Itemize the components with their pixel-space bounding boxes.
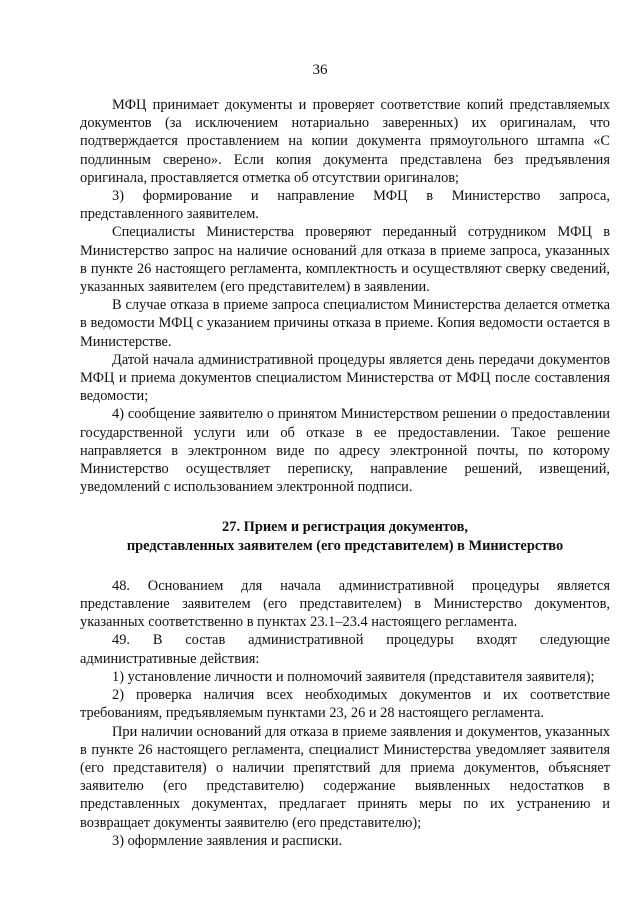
document-body: [80, 96, 610, 850]
paragraph: 4) сообщение заявителю о принятом Министерством решении о предоставлении государственной услуги или об отказе в ее предоставлении. Такое решение направляется в электронном виде по адресу электронной почты, по которому Министерство осуществляет переписку, направление решений, извещений, уведомлений с использованием электронной подписи.: [80, 406, 610, 496]
paragraph: Специалисты Министерства проверяют переданный сотрудником МФЦ в Министерство запрос на наличие оснований для отказа в приеме запроса, указанных в пункте 26 настоящего регламента, комплектность и осуществляют сверку сведений, указанных заявителем (его представителем) в заявлении.: [80, 224, 610, 296]
paragraph: МФЦ принимает документы и проверяет соответствие копий представляемых документов (за исключением нотариально заверенных) их оригиналам, что подтверждается проставлением на копии документа прямоугольного штампа «С подлинным сверено». Если копия документа представлена без предъявления оригинала, проставляется отметка об отсутствии оригиналов;: [80, 97, 610, 186]
paragraph: 2) проверка наличия всех необходимых документов и их соответствие требованиям, предъявляемым пунктами 23, 26 и 28 настоящего регламента.: [80, 687, 610, 722]
section-heading-line-2: представленных заявителем (его представителем) в Министерство: [126, 537, 564, 554]
section-heading-line-1: 27. Прием и регистрация документов,: [222, 519, 468, 536]
paragraph: 49. В состав административной процедуры входят следующие административные действия:: [80, 632, 610, 667]
paragraph: При наличии оснований для отказа в приеме заявления и документов, указанных в пункте 26 настоящего регламента, специалист Министерства уведомляет заявителя (его представителя) о наличии препятствий для приема документов, объясняет заявителю (его представителю) содержание выявленных недостатков в представленных документах, предлагает принять меры по их устранению и возвращает документы заявителю (его представителю);: [80, 723, 610, 831]
paragraph: В случае отказа в приеме запроса специалистом Министерства делается отметка в ведомости МФЦ с указанием причины отказа в приеме. Копия ведомости остается в Министерстве.: [80, 297, 610, 350]
paragraph: 1) установление личности и полномочий заявителя (представителя заявителя);: [112, 668, 595, 685]
section-heading: [80, 518, 610, 554]
paragraph: 3) оформление заявления и расписки.: [112, 832, 343, 849]
page-number: 36: [312, 62, 328, 78]
paragraph: 3) формирование и направление МФЦ в Министерство запроса, представленного заявителем.: [80, 188, 610, 223]
paragraph: 48. Основанием для начала административной процедуры является представление заявителем (его представителем) в Министерство документов, указанных соответственно в пунктах 23.1–23.4 настоящего регламента.: [80, 577, 610, 631]
paragraph: Датой начала административной процедуры является день передачи документов МФЦ и приема документов специалистом Министерства от МФЦ после составления ведомости;: [80, 351, 610, 405]
